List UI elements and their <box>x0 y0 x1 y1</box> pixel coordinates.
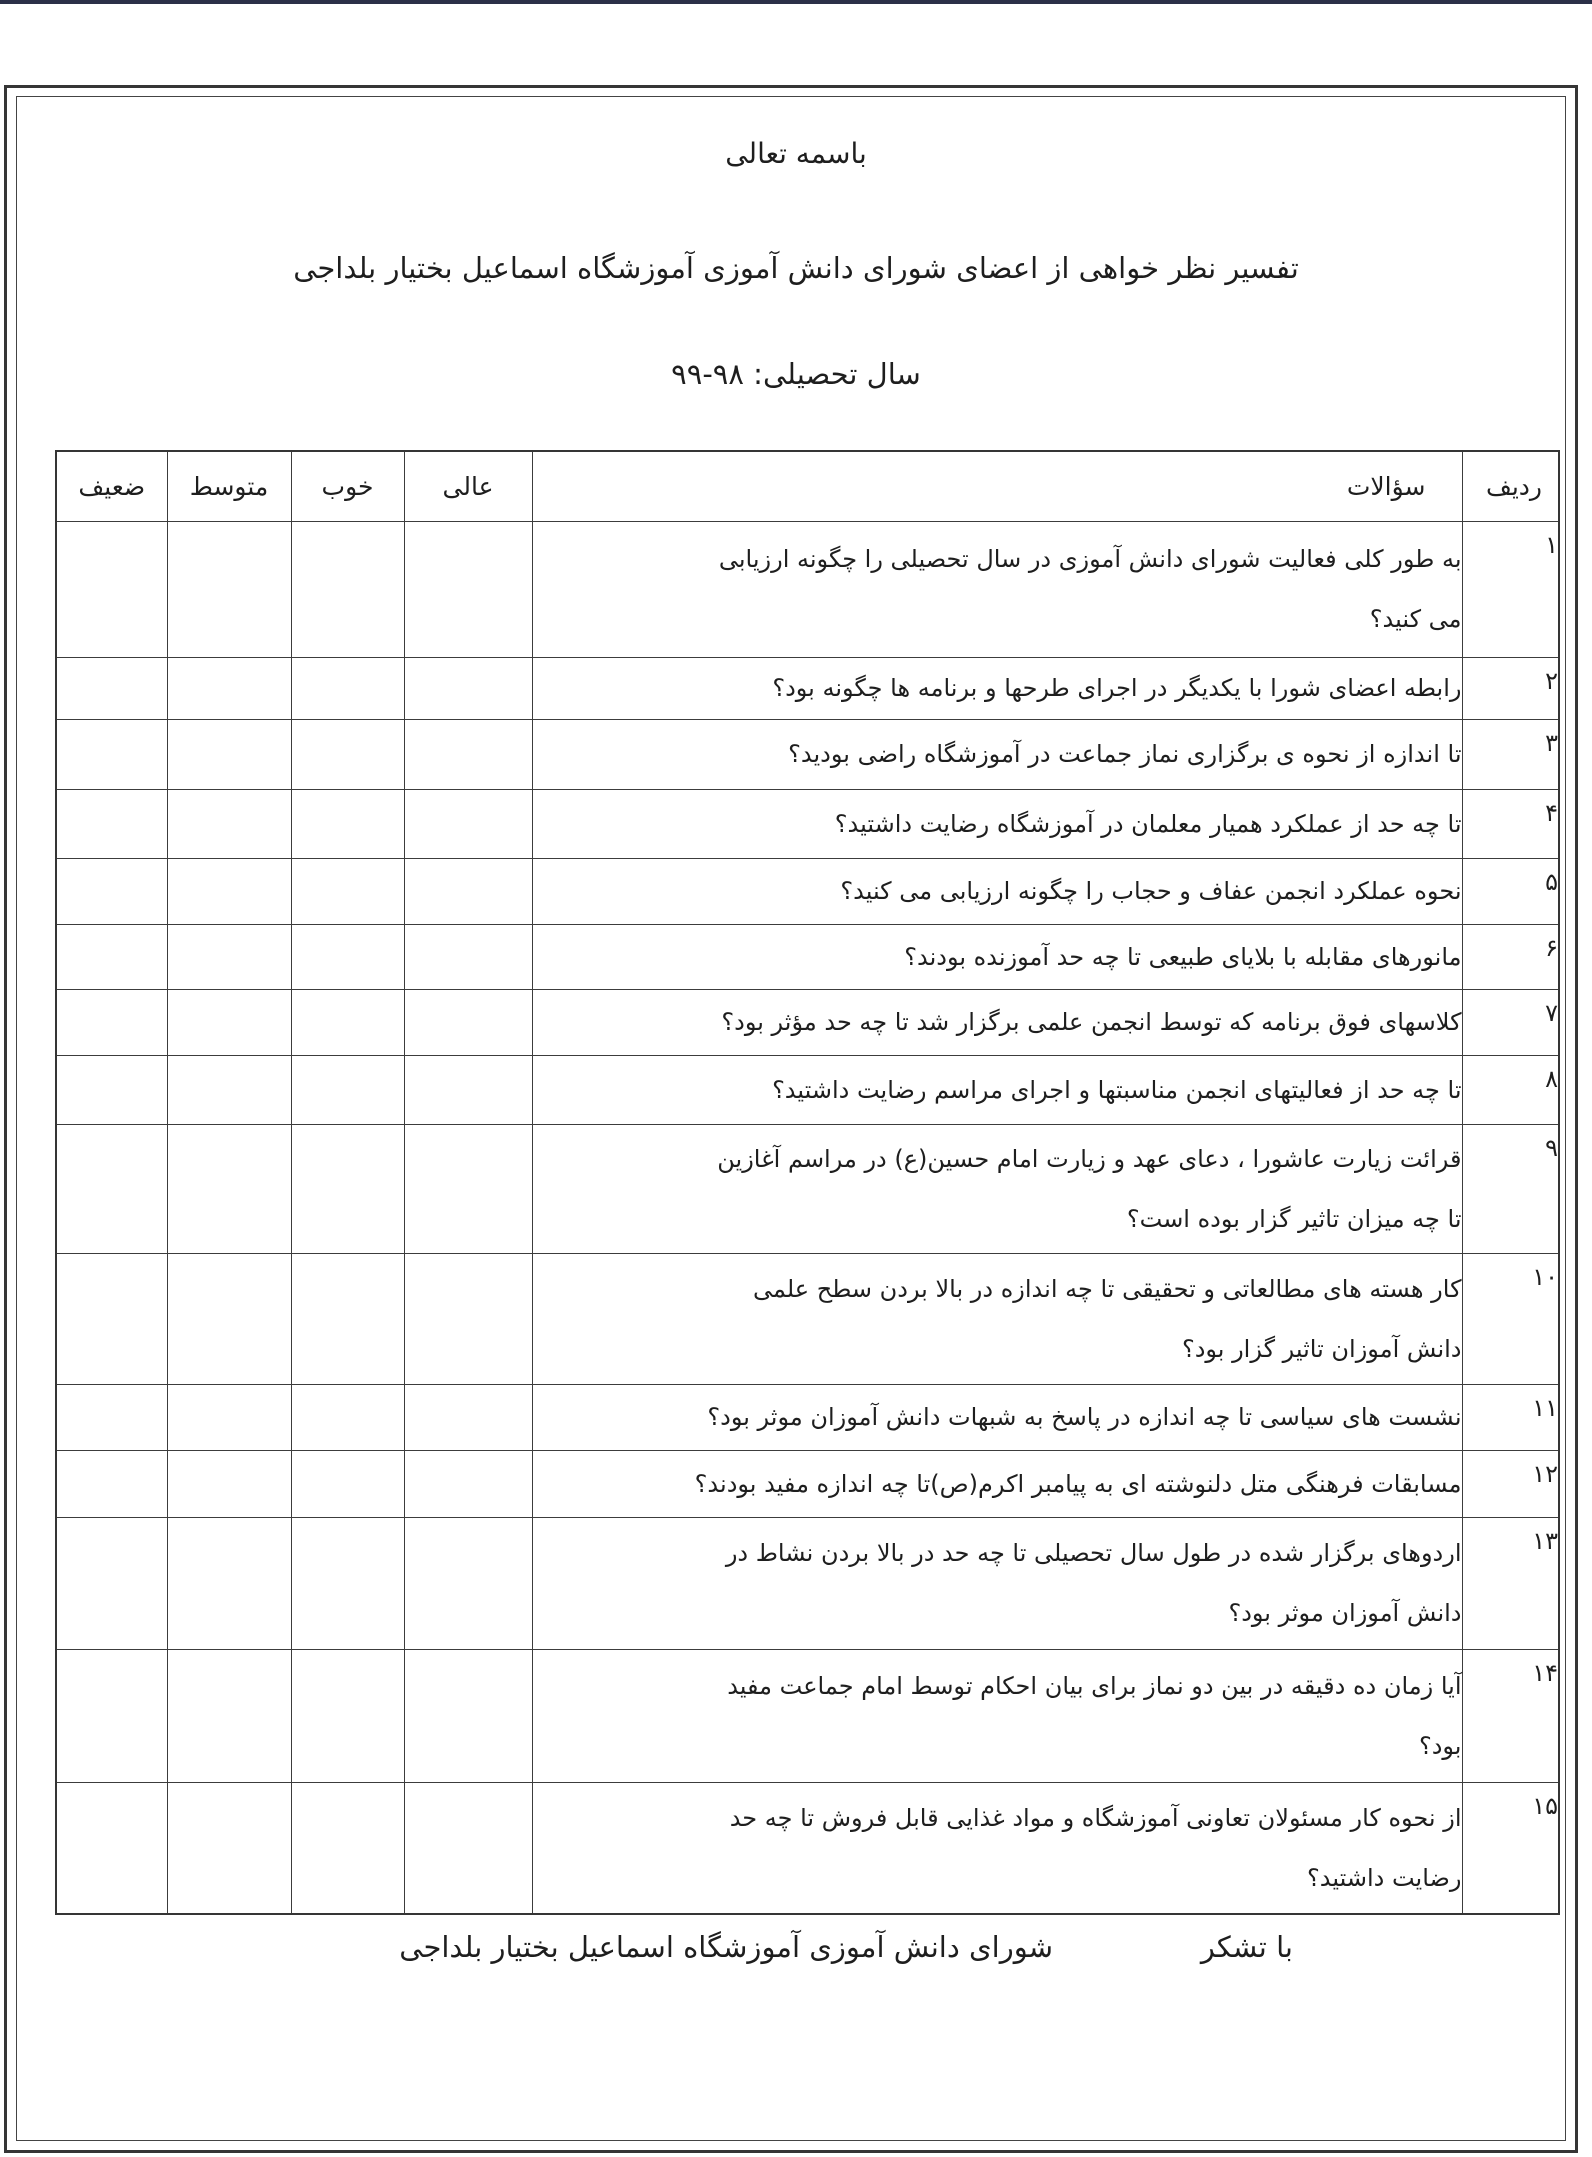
question-line: تا چه حد از فعالیتهای انجمن مناسبتها و اجرای مراسم رضایت داشتید؟ <box>772 1075 1462 1104</box>
row-number: ۱۵ <box>1462 1782 1559 1914</box>
row-number: ۴ <box>1462 789 1559 858</box>
rating-excellent-cell <box>404 1517 532 1649</box>
table-row <box>56 1782 1559 1914</box>
rating-good-cell <box>291 1649 404 1782</box>
question-line: دانش آموزان موثر بود؟ <box>1228 1599 1462 1627</box>
academic-year: سال تحصیلی: ۹۸-۹۹ <box>671 357 921 391</box>
rating-good-cell <box>291 1517 404 1649</box>
rating-average-cell <box>167 1782 291 1914</box>
header-excellent: عالی <box>404 451 532 521</box>
rating-average-cell <box>167 989 291 1055</box>
rating-average-cell <box>167 657 291 719</box>
row-number: ۱ <box>1462 521 1559 657</box>
rating-good-cell <box>291 719 404 789</box>
question-cell <box>532 657 1462 719</box>
question-line: کلاسهای فوق برنامه که توسط انجمن علمی برگزار شد تا چه حد مؤثر بود؟ <box>721 1008 1462 1036</box>
table-row <box>56 521 1559 657</box>
row-number: ۳ <box>1462 719 1559 789</box>
rating-excellent-cell <box>404 789 532 858</box>
rating-excellent-cell <box>404 719 532 789</box>
rating-excellent-cell <box>404 1253 532 1384</box>
rating-weak-cell <box>56 521 167 657</box>
table-row <box>56 1384 1559 1450</box>
rating-excellent-cell <box>404 521 532 657</box>
row-number: ۹ <box>1462 1124 1559 1253</box>
table-header-row <box>56 451 1559 521</box>
row-number: ۱۱ <box>1462 1384 1559 1450</box>
question-line: رابطه اعضای شورا با یکدیگر در اجرای طرحها و برنامه ها چگونه بود؟ <box>772 674 1462 702</box>
rating-excellent-cell <box>404 1124 532 1253</box>
rating-good-cell <box>291 1384 404 1450</box>
page-title: تفسیر نظر خواهی از اعضای شورای دانش آموزی آموزشگاه اسماعیل بختیار بلداجی <box>293 251 1299 285</box>
rating-average-cell <box>167 1517 291 1649</box>
question-line: نحوه عملکرد انجمن عفاف و حجاب را چگونه ارزیابی می کنید؟ <box>840 877 1462 905</box>
row-number: ۶ <box>1462 924 1559 989</box>
rating-average-cell <box>167 858 291 924</box>
row-number: ۷ <box>1462 989 1559 1055</box>
rating-weak-cell <box>56 1649 167 1782</box>
question-line: اردوهای برگزار شده در طول سال تحصیلی تا چه حد در بالا بردن نشاط در <box>725 1539 1462 1567</box>
rating-weak-cell <box>56 1384 167 1450</box>
question-cell <box>532 1055 1462 1124</box>
question-cell <box>532 858 1462 924</box>
question-line: قرائت زیارت عاشورا ، دعای عهد و زیارت امام حسین(ع) در مراسم آغازین <box>717 1144 1462 1173</box>
table-row <box>56 1124 1559 1253</box>
rating-average-cell <box>167 1649 291 1782</box>
table-row <box>56 789 1559 858</box>
header-weak: ضعیف <box>56 451 167 521</box>
question-cell <box>532 989 1462 1055</box>
footer-thanks: با تشکر <box>1200 1930 1293 1964</box>
rating-excellent-cell <box>404 1450 532 1517</box>
table-row <box>56 657 1559 719</box>
question-line: تا اندازه از نحوه ی برگزاری نماز جماعت در آموزشگاه راضی بودید؟ <box>788 740 1462 768</box>
question-line: آیا زمان ده دقیقه در بین دو نماز برای بیان احکام توسط امام جماعت مفید <box>727 1671 1462 1700</box>
question-line: به طور کلی فعالیت شورای دانش آموزی در سال تحصیلی را چگونه ارزیابی <box>718 545 1462 573</box>
question-line: کار هسته های مطالعاتی و تحقیقی تا چه اندازه در بالا بردن سطح علمی <box>752 1274 1462 1303</box>
scan-edge-line <box>0 0 1592 4</box>
question-line: مسابقات فرهنگی متل دلنوشته ای به پیامبر اکرم(ص)تا چه اندازه مفید بودند؟ <box>694 1469 1462 1498</box>
row-number: ۱۴ <box>1462 1649 1559 1782</box>
rating-weak-cell <box>56 924 167 989</box>
table-row <box>56 1450 1559 1517</box>
rating-weak-cell <box>56 1517 167 1649</box>
header-questions: سؤالات <box>532 451 1462 521</box>
survey-table <box>55 450 1560 1915</box>
rating-good-cell <box>291 789 404 858</box>
question-cell <box>532 1124 1462 1253</box>
row-number: ۵ <box>1462 858 1559 924</box>
question-cell <box>532 1384 1462 1450</box>
header-row-number: ردیف <box>1462 451 1559 521</box>
question-cell <box>532 719 1462 789</box>
row-number: ۲ <box>1462 657 1559 719</box>
table-row <box>56 1517 1559 1649</box>
question-cell <box>532 1253 1462 1384</box>
question-cell <box>532 924 1462 989</box>
rating-average-cell <box>167 1450 291 1517</box>
rating-weak-cell <box>56 657 167 719</box>
rating-good-cell <box>291 657 404 719</box>
rating-good-cell <box>291 1055 404 1124</box>
rating-average-cell <box>167 1253 291 1384</box>
question-line: مانورهای مقابله با بلایای طبیعی تا چه حد آموزنده بودند؟ <box>904 942 1462 971</box>
rating-excellent-cell <box>404 1055 532 1124</box>
rating-weak-cell <box>56 789 167 858</box>
rating-average-cell <box>167 1384 291 1450</box>
rating-weak-cell <box>56 989 167 1055</box>
rating-average-cell <box>167 719 291 789</box>
rating-weak-cell <box>56 719 167 789</box>
question-line: تا چه میزان تاثیر گزار بوده است؟ <box>1126 1204 1462 1233</box>
rating-weak-cell <box>56 1124 167 1253</box>
table-row <box>56 858 1559 924</box>
question-cell <box>532 789 1462 858</box>
rating-good-cell <box>291 1124 404 1253</box>
rating-average-cell <box>167 924 291 989</box>
table-row <box>56 1055 1559 1124</box>
row-number: ۱۳ <box>1462 1517 1559 1649</box>
page-heading: باسمه تعالی <box>725 137 867 170</box>
rating-average-cell <box>167 521 291 657</box>
rating-good-cell <box>291 858 404 924</box>
rating-good-cell <box>291 1450 404 1517</box>
question-cell <box>532 1450 1462 1517</box>
rating-weak-cell <box>56 858 167 924</box>
table-row <box>56 989 1559 1055</box>
header-good: خوب <box>291 451 404 521</box>
table-row <box>56 1649 1559 1782</box>
rating-average-cell <box>167 1124 291 1253</box>
rating-average-cell <box>167 789 291 858</box>
question-line: از نحوه کار مسئولان تعاونی آموزشگاه و مواد غذایی قابل فروش تا چه حد <box>729 1803 1462 1832</box>
rating-weak-cell <box>56 1253 167 1384</box>
row-number: ۸ <box>1462 1055 1559 1124</box>
question-line: بود؟ <box>1418 1731 1462 1760</box>
rating-good-cell <box>291 1782 404 1914</box>
question-cell <box>532 1649 1462 1782</box>
rating-excellent-cell <box>404 989 532 1055</box>
row-number: ۱۰ <box>1462 1253 1559 1384</box>
rating-excellent-cell <box>404 858 532 924</box>
rating-excellent-cell <box>404 924 532 989</box>
question-cell <box>532 1782 1462 1914</box>
footer-signature: شورای دانش آموزی آموزشگاه اسماعیل بختیار بلداجی <box>399 1930 1053 1964</box>
table-row <box>56 924 1559 989</box>
question-cell <box>532 1517 1462 1649</box>
rating-weak-cell <box>56 1450 167 1517</box>
rating-weak-cell <box>56 1055 167 1124</box>
rating-excellent-cell <box>404 657 532 719</box>
rating-weak-cell <box>56 1782 167 1914</box>
header-average: متوسط <box>167 451 291 521</box>
table-row <box>56 1253 1559 1384</box>
row-number: ۱۲ <box>1462 1450 1559 1517</box>
rating-excellent-cell <box>404 1782 532 1914</box>
question-line: دانش آموزان تاثیر گزار بود؟ <box>1181 1334 1462 1363</box>
rating-excellent-cell <box>404 1649 532 1782</box>
rating-average-cell <box>167 1055 291 1124</box>
question-line: می کنید؟ <box>1369 605 1462 633</box>
question-line: رضایت داشتید؟ <box>1307 1863 1462 1892</box>
table-row <box>56 719 1559 789</box>
rating-good-cell <box>291 989 404 1055</box>
rating-good-cell <box>291 1253 404 1384</box>
rating-good-cell <box>291 924 404 989</box>
question-line: تا چه حد از عملکرد همیار معلمان در آموزشگاه رضایت داشتید؟ <box>834 809 1462 838</box>
rating-good-cell <box>291 521 404 657</box>
rating-excellent-cell <box>404 1384 532 1450</box>
question-cell <box>532 521 1462 657</box>
question-line: نشست های سیاسی تا چه اندازه در پاسخ به شبهات دانش آموزان موثر بود؟ <box>707 1403 1462 1431</box>
